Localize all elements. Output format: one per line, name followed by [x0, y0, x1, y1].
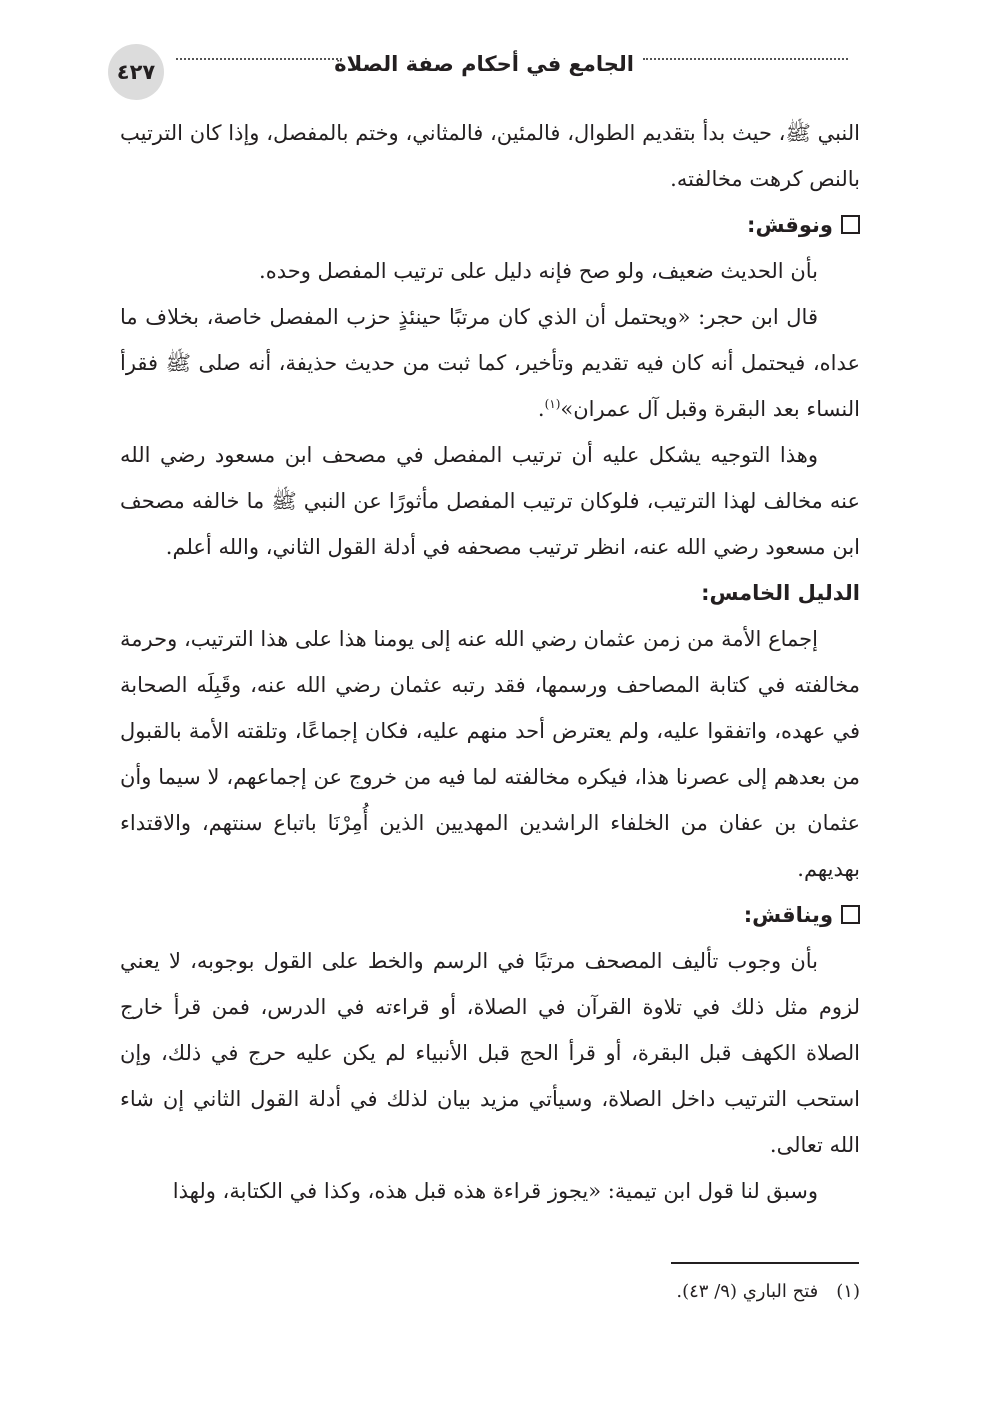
heading-fifth-evidence: الدليل الخامس: — [701, 581, 860, 605]
paragraph-1: النبي ﷺ، حيث بدأ بتقديم الطوال، فالمئين، فالمثاني، وختم بالمفصل، وإذا كان الترتيب بالنص كرهت مخالفته. — [120, 121, 860, 191]
heading-discussion-1-label: ونوقش: — [747, 213, 833, 237]
paragraph-2: بأن الحديث ضعيف، ولو صح فإنه دليل على ترتيب المفصل وحده. — [259, 259, 818, 283]
square-bullet-icon — [841, 215, 860, 234]
footnote-number: (١) — [836, 1281, 860, 1302]
footnote-separator — [671, 1262, 859, 1264]
paragraph-3-end: . — [537, 397, 545, 421]
running-header — [108, 44, 848, 100]
header-dots-left — [176, 58, 342, 60]
square-bullet-icon — [841, 905, 860, 924]
paragraph-5: إجماع الأمة من زمن عثمان رضي الله عنه إلى يومنا هذا على هذا الترتيب، وحرمة مخالفته في كتابة المصاحف ورسمها، فقد رتبه عثمان رضي الله عنه، وقَبِلَه الصحابة في عهده، واتفقوا عليه، ولم يعترض أحد منهم عليه، فكان إجماعًا، وتلقته الأمة بالقبول من بعدهم إلى عصرنا هذا، فيكره مخالفته لما فيه من خروج عن إجماعهم، لا سيما وأن عثمان بن عفان من الخلفاء الراشدين المهديين الذين أُمِرْنَا باتباع سنتهم، والاقتداء بهديهم. — [120, 627, 860, 881]
heading-discussion-1 — [120, 202, 860, 248]
paragraph-4: وهذا التوجيه يشكل عليه أن ترتيب المفصل في مصحف ابن مسعود رضي الله عنه مخالف لهذا الترتيب، فلوكان ترتيب المفصل مأثورًا عن النبي ﷺ ما خالفه مصحف ابن مسعود رضي الله عنه، انظر ترتيب مصحفه في أدلة القول الثاني، والله أعلم. — [120, 443, 860, 559]
paragraph-3-text: قال ابن حجر: «ويحتمل أن الذي كان مرتبًا حينئذٍ حزب المفصل خاصة، بخلاف ما عداه، فيحتمل أنه كان فيه تقديم وتأخير، كما ثبت من حديث حذيفة، أنه صلى ﷺ فقرأ النساء بعد البقرة وقبل آل عمران» — [120, 305, 860, 421]
page-number: ٤٢٧ — [108, 44, 164, 100]
header-title: الجامع في أحكام صفة الصلاة — [334, 52, 634, 76]
footnote-reference: (١) — [544, 397, 561, 411]
main-text — [120, 110, 860, 1214]
heading-discussion-2-label: ويناقش: — [743, 903, 833, 927]
heading-discussion-2 — [120, 892, 860, 938]
paragraph-6: بأن وجوب تأليف المصحف مرتبًا في الرسم والخط على القول بوجوبه، لا يعني لزوم مثل ذلك في تلاوة القرآن في الصلاة، أو قراءته في الدرس، فمن قرأ خارج الصلاة الكهف قبل البقرة، أو قرأ الحج قبل الأنبياء لم يكن عليه حرج في ذلك، وإن استحب الترتيب داخل الصلاة، وسيأتي مزيد بيان لذلك في أدلة القول الثاني إن شاء الله تعالى. — [120, 949, 860, 1157]
header-dots-right — [643, 58, 848, 60]
footnote — [120, 1276, 860, 1308]
paragraph-7: وسبق لنا قول ابن تيمية: «يجوز قراءة هذه قبل هذه، وكذا في الكتابة، ولهذا — [172, 1179, 818, 1203]
footnote-text: فتح الباري (٩/ ٤٣). — [676, 1281, 819, 1302]
paragraph-3 — [120, 294, 860, 432]
